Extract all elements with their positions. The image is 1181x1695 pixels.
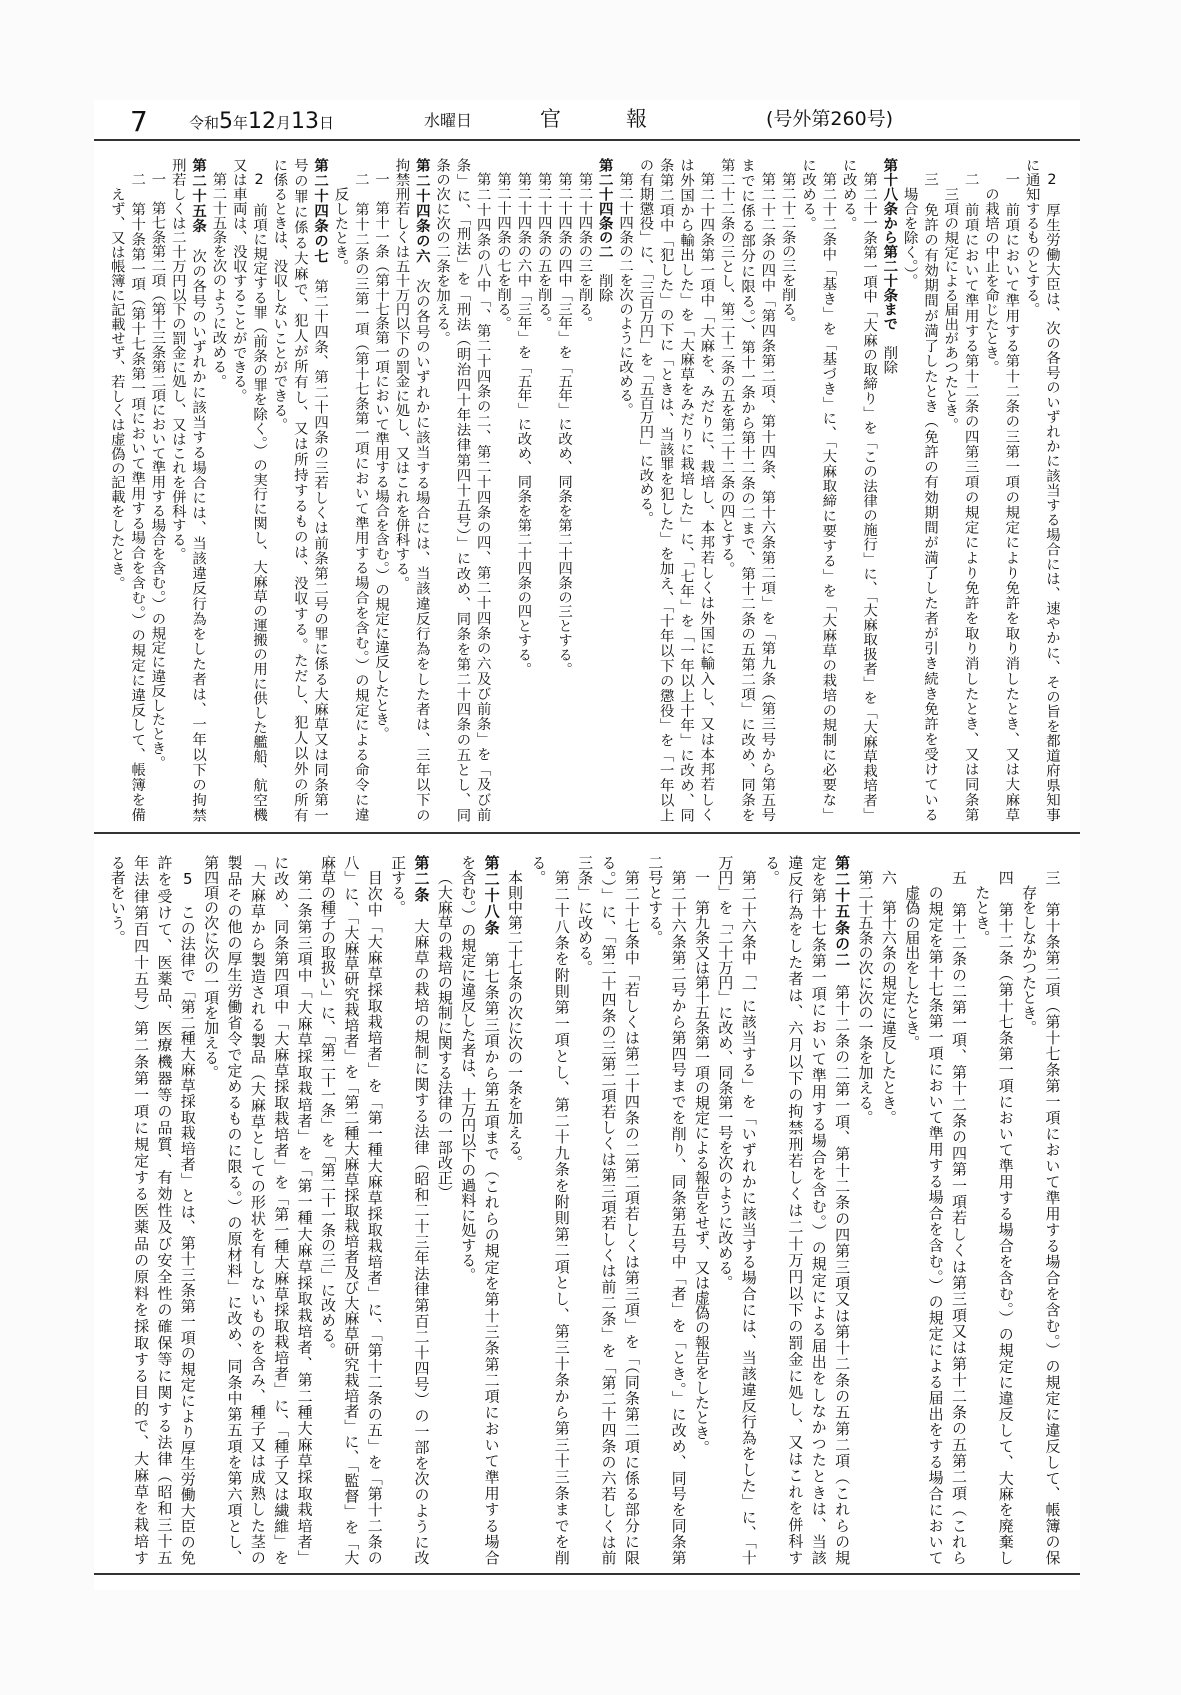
text-line [1042, 158, 1062, 822]
page-number: 7 [130, 105, 148, 138]
line-text: 二 前項において準用する第十二条の四第三項の規定により免許を取り消したとき、又は同条第 [962, 172, 979, 822]
line-text: 「大麻草から製造される製品（大麻草としての形状を有しないものを含み、種子又は成熟した茎の [248, 855, 267, 1565]
text-line [970, 855, 993, 1565]
text-line [223, 855, 246, 1565]
text-line [839, 158, 859, 822]
line-text: 二 第十二条の三第一項（第十七条第一項において準用する場合を含む。）の規定による命令に違 [352, 172, 369, 822]
text-line [106, 855, 129, 1565]
text-line [386, 855, 409, 1565]
text-line [757, 158, 777, 822]
text-line [920, 158, 940, 822]
text-line [456, 855, 479, 1565]
line-text: 削除 [596, 258, 613, 303]
line-text: 第七条第三項から第五項まで（これらの規定を第十三条第二項において準用する場合 [482, 935, 501, 1566]
text-line [940, 158, 960, 822]
date-year-unit: 年 [233, 114, 249, 132]
line-text: を含む。）の規定に違反した者は、十万円以下の過料に処する。 [459, 855, 478, 1283]
text-line [667, 855, 690, 1565]
line-text: 第二十四条第一項中「大麻を、みだりに、栽培し、本邦若しくは外国に輸入し、又は本邦若しく [698, 172, 715, 822]
line-text: 年法律第百四十五号）第二条第一項に規定する医薬品の原料を採取する目的で、大麻草を栽培す [132, 855, 151, 1565]
article-heading: 第二十四条の七 [312, 158, 329, 264]
section-divider [94, 832, 1080, 834]
line-text: えず、又は帳簿に記載せず、若しくは虚偽の記載をしたとき。 [108, 186, 125, 590]
line-text: 麻草の種子の取扱い」に、「第二十一条」を「第二十一条の三」に改める。 [319, 855, 338, 1358]
line-text: 虚偽の届出をしたとき。 [903, 885, 922, 1050]
line-text: 本則中第二十七条の次に次の一条を加える。 [505, 870, 524, 1170]
text-line [961, 158, 981, 822]
text-line [830, 855, 853, 1565]
line-text: の規定を第十七条第一項において準用する場合を含む。）の規定による届出をする場合において [926, 885, 945, 1565]
line-text: 六 第十六条の規定に違反したとき。 [879, 870, 898, 1125]
text-line [269, 855, 292, 1565]
text-line [635, 158, 655, 822]
date-day-unit: 日 [319, 114, 335, 132]
text-line [854, 855, 877, 1565]
line-text: 正する。 [389, 855, 408, 915]
text-line [1017, 855, 1040, 1565]
line-text: る者をいう。 [108, 855, 127, 945]
line-text: に係るときは、没収しないことができる。 [271, 158, 288, 432]
line-text: 第二十八条を附則第一項とし、第二十九条を附則第二項とし、第三十条から第三十三条までを削 [552, 870, 571, 1566]
line-text: に通知するものとする。 [1023, 158, 1040, 317]
text-line [1041, 855, 1064, 1565]
line-text: 第二十五条の次に次の一条を加える。 [856, 870, 875, 1125]
weekday: 水曜日 [424, 111, 473, 130]
line-text: 許を受けて、医薬品、医療機器等の品質、有効性及び安全性の確保等に関する法律（昭和三十五 [155, 855, 174, 1565]
header-rule [94, 139, 1080, 141]
article-heading: 第十八条から第二十条まで [881, 158, 898, 331]
line-text: 第二十四条の三を削る。 [576, 172, 593, 331]
text-line [412, 158, 432, 822]
text-line [643, 855, 666, 1565]
text-line [480, 855, 503, 1565]
text-line [947, 855, 970, 1565]
line-text: 刑若しくは二十万円以下の罰金に処し、又はこれを併科する。 [169, 158, 186, 562]
date-month: 12 [248, 109, 277, 134]
text-line [1022, 158, 1042, 822]
text-line [432, 158, 452, 822]
masthead-title-right: 報 [626, 107, 647, 131]
text-line [807, 855, 830, 1565]
line-text: 削除 [881, 330, 898, 375]
line-text: 製品その他の厚生労働省令で定めるものに限る。）の原材料」に改め、同条中第五項を第六項とし、 [225, 855, 244, 1565]
line-text: 第二十二条中「基き」を「基づき」に、「大麻取締に要する」を「大麻草の栽培の規制に必要な」 [820, 172, 837, 822]
text-line [778, 158, 798, 822]
masthead-title-left: 官 [540, 107, 561, 131]
text-line [595, 158, 615, 822]
line-text: 第二十四条、第二十四条の三若しくは前条第二号の罪に係る大麻草又は同条第一 [312, 263, 329, 822]
line-text: 二号とする。 [646, 855, 665, 945]
text-line [290, 158, 310, 822]
line-text: 次の各号のいずれかに該当する場合には、当該違反行為をした者は、一年以下の拘禁 [190, 233, 207, 823]
line-text: 目次中「大麻草採取栽培者」を「第一種大麻草採取栽培者」に、「第十二条の五」を「第十二条の [365, 870, 384, 1565]
line-text: 第二十六条中「一に該当する」を「いずれかに該当する場合には、当該違反行為をした」に、「十 [739, 870, 758, 1565]
date-day: 13 [291, 109, 320, 134]
line-text: 一 第十一条（第十七条第一項において準用する場合を含む。）の規定に違反したとき。 [373, 172, 390, 742]
line-text: 5 この法律で「第二種大麻草採取栽培者」とは、第十三条第一項の規定により厚生労働大臣の免 [178, 870, 197, 1565]
text-line [410, 855, 433, 1565]
line-text: 第二十四条の六中「三年」を「五年」に改め、同条を第二十四条の四とする。 [515, 172, 532, 677]
text-line [147, 158, 167, 822]
text-line [310, 158, 330, 822]
line-text: 八」に、「大麻草研究栽培者」を「第二種大麻草採取栽培者及び大麻草研究栽培者」に、「監督」を「大 [342, 855, 361, 1565]
date-year: 5 [219, 109, 234, 134]
text-line [798, 158, 818, 822]
text-line [534, 158, 554, 822]
line-text: 定を第十七条第一項において準用する場合を含む。）の規定による届出をしなかつたときは、当該 [809, 855, 828, 1565]
text-line [596, 855, 619, 1565]
text-line [900, 855, 923, 1565]
text-line [269, 158, 289, 822]
line-text: 第二十六条第二号から第四号までを削り、同条第五号中「者」を「とき。」に改め、同号を同条第 [669, 870, 688, 1565]
line-text: 四 第十二条（第十七条第一項において準用する場合を含む。）の規定に違反して、大麻を廃棄し [996, 870, 1015, 1565]
line-text: の栽培の中止を命じたとき。 [983, 186, 999, 374]
text-line [513, 158, 533, 822]
line-text: 第二十二条の三とし、第二十二条の五を第二十二条の四とする。 [718, 158, 735, 576]
line-text: 第二条第三項中「大麻草採取栽培者」を「第一種大麻草採取栽培者、第二種大麻草採取栽培者」 [295, 870, 314, 1565]
text-line [176, 855, 199, 1565]
line-text: 一 第七条第二項（第十三条第二項において準用する場合を含む。）の規定に違反したとき。 [149, 172, 166, 770]
text-line [717, 158, 737, 822]
text-line [107, 158, 127, 822]
line-text: の有期懲役」に、「三百万円」を「五百万円」に改める。 [637, 158, 654, 526]
text-line [818, 158, 838, 822]
text-line [676, 158, 696, 822]
date-month-unit: 月 [276, 114, 292, 132]
text-line [246, 855, 269, 1565]
line-text: に改め、同条第四項中「大麻草採取栽培者」を「第一種大麻草採取栽培者」に、「種子又は繊維」を [272, 855, 291, 1565]
date-era: 令和 [189, 114, 220, 132]
article-heading: 第二十八条 [482, 855, 501, 936]
text-line [371, 158, 391, 822]
text-line [554, 158, 574, 822]
text-line [188, 158, 208, 822]
line-text: 三項の規定による届出があつたとき。 [942, 186, 959, 432]
line-text: 第二十一条第一項中「大麻の取締り」を「この法律の施行」に、「大麻取扱者」を「大麻草栽培者」 [861, 172, 878, 822]
line-text: る。 [529, 855, 548, 885]
text-line [760, 855, 783, 1565]
line-text: 違反行為をした者は、六月以下の拘禁刑若しくは二十万円以下の罰金に処し、又はこれを併科す [786, 855, 805, 1565]
text-line [994, 855, 1017, 1565]
text-line [573, 855, 596, 1565]
article-heading: 第二十五条の二 [833, 855, 852, 969]
line-text: 万円」を「二十万円」に改め、同条第一号を次のように改める。 [716, 855, 735, 1290]
text-line [859, 158, 879, 822]
line-text: 第二十五条を次のように改める。 [210, 172, 227, 389]
line-text: たとき。 [973, 885, 992, 945]
text-line [656, 158, 676, 822]
line-text: 第二十二条の四中「第四条第二項、第十四条、第十六条第二項」を「第九条（第三号から第五号 [759, 172, 776, 822]
line-text: 第二十七条中「若しくは第二十四条の二第二項若しくは第三項」を「（同条第二項に係る部分に限 [622, 870, 641, 1565]
issue-date [189, 111, 334, 133]
line-text: 第二十四条の八中「、第二十四条の二、第二十四条の四、第二十四条の六及び前条」を「及び前 [474, 172, 491, 822]
line-text: 次の各号のいずれかに該当する場合には、当該違反行為をした者は、三年以下の [413, 263, 430, 822]
line-text: 存をしなかつたとき。 [1020, 885, 1039, 1035]
text-line [981, 158, 1001, 822]
line-text: 又は車両は、没収することができる。 [230, 158, 247, 403]
line-text: 号の罪に係る大麻で、犯人が所有し、又は所持するものは、没収する。ただし、犯人以外の所有 [291, 158, 308, 822]
text-line [452, 158, 472, 822]
line-text: 条第二項中「犯した」の下に「ときは、当該罪を犯した」を加え、「十年以下の懲役」を「一年以上 [657, 158, 674, 822]
text-line [713, 855, 736, 1565]
line-text: 2 厚生労働大臣は、次の各号のいずれかに該当する場合には、速やかに、その旨を都道府県知事 [1044, 172, 1060, 822]
line-text: 第十二条の二第一項、第十二条の四第三項又は第十二条の五第二項（これらの規 [833, 968, 852, 1566]
text-line [208, 158, 228, 822]
line-text: 第二十二条の三を削る。 [779, 172, 796, 331]
line-text: （大麻草の栽培の規制に関する法律の一部改正） [435, 870, 454, 1200]
text-line [127, 158, 147, 822]
line-text: 第四項の次に次の一項を加える。 [202, 855, 221, 1080]
line-text: 二 第十条第一項（第十七条第一項において準用する場合を含む。）の規定に違反して、帳簿を備 [129, 172, 146, 822]
line-text: 第二十四条の二を次のように改める。 [617, 172, 634, 418]
text-line [168, 158, 188, 822]
text-line [574, 158, 594, 822]
line-text: 一 前項において準用する第十二条の三第一項の規定により免許を取り消したとき、又は大麻草 [1003, 172, 1020, 822]
line-text: 五 第十二条の二第一項、第十二条の四第一項若しくは第三項又は第十二条の五第二項（これら [950, 870, 969, 1566]
text-line [783, 855, 806, 1565]
footer-rule [94, 1573, 1080, 1575]
text-line [526, 855, 549, 1565]
text-line [316, 855, 339, 1565]
line-text: 三条」に改める。 [576, 855, 595, 975]
text-line [615, 158, 635, 822]
text-line [550, 855, 573, 1565]
text-line [129, 855, 152, 1565]
text-line [737, 158, 757, 822]
text-line [696, 158, 716, 822]
line-text: 一 第九条又は第十五条第一項の規定による報告をせず、又は虚偽の報告をしたとき。 [692, 870, 711, 1455]
article-heading: 第二十五条 [190, 158, 207, 234]
text-line [620, 855, 643, 1565]
text-line [879, 158, 899, 822]
line-text: は外国から輸出した」を「大麻草をみだりに栽培した」に、「七年」を「一年以上十年」に改め、同 [678, 158, 695, 822]
text-line [1001, 158, 1021, 822]
line-text: に改める。 [840, 158, 857, 230]
line-text: 拘禁刑若しくは五十万円以下の罰金に処し、又はこれを併科する。 [393, 158, 410, 590]
text-line [503, 855, 526, 1565]
text-line [900, 158, 920, 822]
text-line [152, 855, 175, 1565]
text-line [293, 855, 316, 1565]
line-text: る。 [763, 855, 782, 885]
line-text: に改める。 [800, 158, 817, 230]
line-text: 第二十四条の四中「三年」を「五年」に改め、同条を第二十四条の三とする。 [556, 172, 573, 677]
text-line [249, 158, 269, 822]
line-text: 三 免許の有効期間が満了したとき（免許の有効期間が満了した者が引き続き免許を受けている [922, 172, 939, 822]
text-line [737, 855, 760, 1565]
text-line [351, 158, 371, 822]
line-text: 2 前項に規定する罪（前条の罪を除く。）の実行に関し、大麻草の運搬の用に供した艦船、航空機 [251, 172, 268, 822]
article-heading: 第二十四条の二 [596, 158, 613, 259]
article-heading: 第二条 [412, 855, 431, 903]
line-text: 条」に、「刑法」を「刑法（明治四十年法律第四十五号）」に改め、同条を第二十四条の五とし、同 [454, 158, 471, 822]
line-text: 第二十四条の七を削る。 [495, 172, 512, 331]
text-line [330, 158, 350, 822]
text-line [924, 855, 947, 1565]
line-text: 三 第十条第二項（第十七条第一項において準用する場合を含む。）の規定に違反して、帳簿の保 [1043, 870, 1062, 1565]
text-line [229, 158, 249, 822]
text-line [877, 855, 900, 1565]
line-text: 場合を除く。）。 [901, 186, 918, 288]
text-line [690, 855, 713, 1565]
line-text: る。）」に、「第二十四条の三第二項若しくは第三項若しくは前二条」を「第二十四条の六若しくは前 [599, 855, 618, 1565]
text-line [339, 855, 362, 1565]
article-heading: 第二十四条の六 [413, 158, 430, 264]
issue-number: (号外第260号) [766, 108, 894, 130]
line-text: 大麻草の栽培の規制に関する法律（昭和二十三年法律第百二十四号）の一部を次のように改 [412, 902, 431, 1566]
text-line [493, 158, 513, 822]
text-line [363, 855, 386, 1565]
line-text: 第二十四条の五を削る。 [535, 172, 552, 331]
line-text: 条の次に次の二条を加える。 [434, 158, 451, 346]
line-text: 反したとき。 [332, 186, 349, 274]
text-line [391, 158, 411, 822]
text-line [433, 855, 456, 1565]
text-line [473, 158, 493, 822]
line-text: までに係る部分に限る。）、第十一条から第十二条の二まで、第十二条の五第二項」に改め、同条を [739, 158, 756, 822]
text-line [199, 855, 222, 1565]
